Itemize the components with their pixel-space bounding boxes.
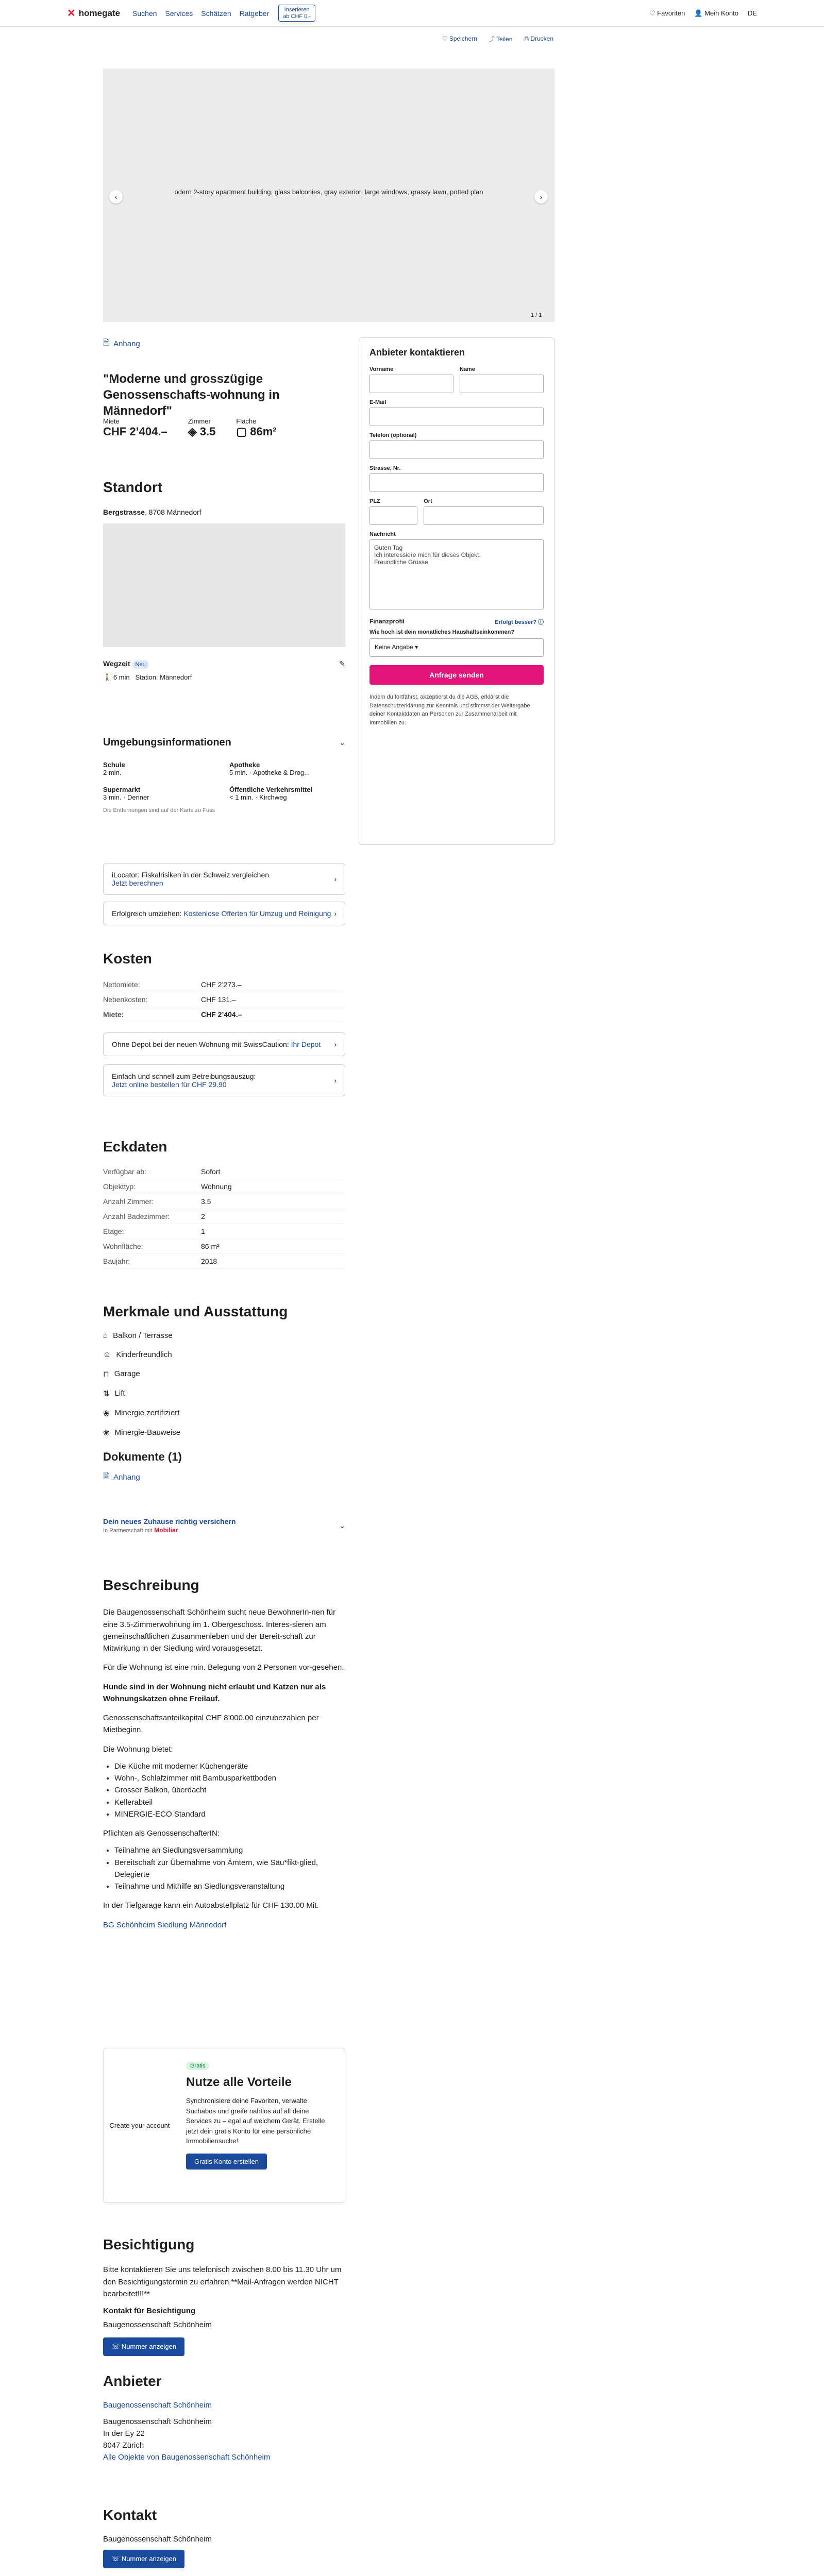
- detail-row: [103, 1239, 345, 1254]
- rent-value: CHF 2’404.–: [103, 425, 167, 438]
- rooms-value: 3.5: [199, 425, 216, 438]
- detail-row: [103, 1194, 345, 1209]
- costs-section: Kosten Nettomiete: CHF 2’273.– Nebenkosten: CHF 131.– Miete: CHF 2’404.– Ohne Depot bei der neuen Wohnung mit SwissCaution: Ihr Depot › Einfach und schnell zum Betreibungsauszug: Jetzt online bestellen für CHF 29.90 ›: [103, 951, 345, 1096]
- walk-icon: 🚶: [103, 673, 113, 681]
- minergie-icon: ❀: [103, 1429, 110, 1437]
- city-input[interactable]: [424, 506, 544, 525]
- phone-icon: ☏: [111, 2554, 122, 2563]
- income-select[interactable]: Keine Angabe ▾: [369, 638, 544, 657]
- homegate-logo-icon: ✕: [67, 8, 76, 19]
- finance-link[interactable]: Erfolgt besser? ⓘ: [495, 619, 544, 625]
- gratis-badge: Gratis: [186, 2062, 209, 2070]
- detail-label: Etage:: [103, 1227, 124, 1235]
- promo-ilocator[interactable]: iLocator: Fiskalrisiken in der Schweiz vergleichen Jetzt berechnen ›: [103, 863, 345, 895]
- gallery-next-button[interactable]: [534, 190, 548, 204]
- list-item: • Bereitschaft zur Übernahme von Ämtern, wie Säu*fikt-glied, Delegierte: [114, 1857, 345, 1881]
- save-button[interactable]: ♡ Speichern: [442, 35, 477, 42]
- nav-schaetzen[interactable]: Schätzen: [201, 9, 231, 18]
- contact-number-button[interactable]: ☏ Nummer anzeigen: [103, 2550, 184, 2568]
- detail-row: [103, 1179, 345, 1194]
- firstname-input[interactable]: [369, 375, 453, 393]
- provider-link[interactable]: Baugenossenschaft Schönheim: [103, 2401, 212, 2410]
- detail-value: 2: [201, 1212, 205, 1221]
- detail-value: 86 m²: [201, 1242, 220, 1250]
- nav-services[interactable]: Services: [165, 9, 193, 18]
- detail-label: Anzahl Badezimmer:: [103, 1212, 170, 1221]
- features-section: Merkmale und Ausstattung ⌂ Balkon / Terrasse ☺ Kinderfreundlich ⊓ Garage ⇅ Lift ❀ Minergie zertifiziert ❀ Minergie-Bauweise: [103, 1303, 288, 1437]
- key-facts: Miete CHF 2’404.– Zimmer ◈ 3.5 Fläche ▢ 86m²: [103, 417, 277, 438]
- benefits-card: Create your account Gratis Nutze alle Vorteile Synchronisiere deine Favoriten, verwalte Suchabos und greife nahtlos auf all deine Services zu – egal auf welchem Gerät. Erstelle jetzt dein gratis Konto für eine persönliche Immobiliensuche! Gratis Konto erstellen: [103, 2048, 345, 2202]
- list-item: • Grosser Balkon, überdacht: [114, 1784, 345, 1796]
- nav-ratgeber[interactable]: Ratgeber: [239, 9, 270, 18]
- detail-value: 3.5: [201, 1197, 211, 1206]
- attachment-link[interactable]: 🗎 Anhang: [103, 337, 345, 350]
- new-badge: Neu: [132, 660, 149, 669]
- heart-icon: ♡: [442, 35, 449, 42]
- lift-icon: ⇅: [103, 1389, 110, 1398]
- gallery-caption: odern 2-story apartment building, glass balconies, gray exterior, large windows, grassy lawn, potted plan: [174, 188, 483, 196]
- contact-form: Anbieter kontaktieren Vorname Name E-Mail Telefon (optional) Strasse, Nr. PLZ Ort Nachricht Guten Tag Ich interessiere mich für dieses Objekt. Freundliche Grüsse Finanzprofil Erfolgt besser? ⓘ Wie hoch ist dein monatliches Haushaltseinkommen? Keine Angabe ▾ Anfrage senden Indem du fortfährst, akzeptierst du die AGB, erklärst die Datenschutzerklärung zur Kenntnis und stimmst der Weitergabe deiner Kontaktdaten an Personen zur Zusammenarbeit mit Immobilien zu.: [359, 337, 554, 845]
- environment-section: Umgebungsinformationen ⌄ Schule 2 min. Apotheke 5 min. · Apotheke & Drog... Supermarkt 3 min. · Denner Öffentliche Verkehrsmittel < 1 min. · Kirchweg Die Entfernungen sind auf der Karte zu Fuss: [103, 737, 345, 814]
- list-item: • Kellerabteil: [114, 1797, 345, 1808]
- chevron-right-icon: ›: [334, 875, 337, 883]
- language-select[interactable]: DE: [747, 9, 757, 17]
- detail-label: Objekttyp:: [103, 1182, 136, 1191]
- privacy-disclaimer: Indem du fortfährst, akzeptierst du die AGB, erklärst die Datenschutzerklärung zur Kenntnis und stimmst der Weitergabe deiner Kontaktdaten an Personen zur Zusammenarbeit mit Immobilien zu.: [369, 694, 530, 726]
- street-input[interactable]: [369, 473, 544, 492]
- phone-icon: ☏: [111, 2342, 122, 2350]
- listing-actions: [0, 27, 824, 50]
- insert-button[interactable]: Inserieren ab CHF 0.-: [278, 5, 315, 21]
- chevron-right-icon: ›: [540, 193, 543, 201]
- list-item: • MINERGIE-ECO Standard: [114, 1808, 345, 1820]
- detail-label: Wohnfläche:: [103, 1242, 143, 1250]
- promo-moving[interactable]: Erfolgreich umziehen: Kostenlose Offerten für Umzug und Reinigung ›: [103, 902, 345, 925]
- share-button[interactable]: ⤴ Teilen: [488, 35, 513, 43]
- chevron-down-icon: ⌄: [339, 1521, 345, 1530]
- logo[interactable]: ✕ homegate: [67, 8, 121, 19]
- document-icon: 🗎: [103, 338, 110, 347]
- area-value: 86m²: [250, 425, 277, 438]
- nav-suchen[interactable]: Suchen: [132, 9, 157, 18]
- form-title: Anbieter kontaktieren: [369, 347, 465, 358]
- detail-value: Wohnung: [201, 1182, 232, 1191]
- detail-value: Sofort: [201, 1167, 221, 1176]
- zip-input[interactable]: [369, 506, 417, 525]
- email-input[interactable]: [369, 408, 544, 426]
- promo-swisscaution[interactable]: Ohne Depot bei der neuen Wohnung mit SwissCaution: Ihr Depot ›: [103, 1032, 345, 1056]
- detail-row: [103, 1224, 345, 1239]
- detail-label: Anzahl Zimmer:: [103, 1197, 154, 1206]
- print-button[interactable]: ⎙ Drucken: [524, 35, 553, 42]
- chevron-right-icon: ›: [334, 909, 337, 918]
- detail-row: [103, 1209, 345, 1224]
- heart-icon: ♡: [649, 9, 658, 17]
- lastname-input[interactable]: [460, 375, 544, 393]
- all-objects-link[interactable]: Alle Objekte von Baugenossenschaft Schönheim: [103, 2453, 271, 2462]
- provider-section: Anbieter Baugenossenschaft Schönheim Baugenossenschaft Schönheim In der Ey 22 8047 Zürich Alle Objekte von Baugenossenschaft Schönheim: [103, 2370, 345, 2464]
- send-request-button[interactable]: Anfrage senden: [369, 665, 544, 685]
- balcony-icon: ⌂: [103, 1331, 108, 1340]
- account-link[interactable]: 👤 Mein Konto: [694, 9, 738, 17]
- insurance-banner[interactable]: Dein neues Zuhause richtig versichern In Partnerschaft mit Mobiliar ⌄: [103, 1517, 345, 1534]
- phone-input[interactable]: [369, 440, 544, 459]
- chevron-left-icon: ‹: [114, 193, 117, 201]
- promo-betreibung[interactable]: Einfach und schnell zum Betreibungsauszug: Jetzt online bestellen für CHF 29.90 ›: [103, 1064, 345, 1096]
- settlement-link[interactable]: BG Schönheim Siedlung Männedorf: [103, 1920, 227, 1929]
- message-textarea[interactable]: Guten Tag Ich interessiere mich für dieses Objekt. Freundliche Grüsse: [369, 539, 544, 609]
- documents-section: Dokumente (1) 🗎 Anhang: [103, 1450, 345, 1484]
- contact-section: Kontakt Baugenossenschaft Schönheim ☏ Nummer anzeigen: [103, 2504, 345, 2576]
- details-section: Eckdaten Verfügbar ab: Sofort Objekttyp: Wohnung Anzahl Zimmer: 3.5 Anzahl Badezimmer: 2 Etage: 1 Wohnfläche: 86 m² Baujahr: 2018: [103, 1139, 345, 1269]
- description-section: Beschreibung Die Baugenossenschaft Schönheim sucht neue BewohnerIn-nen für eine 3.5-Zimmerwohnung im 1. Obergeschoss. Interes-sieren am gemeinschaftlichen Zusammenleben und der Bereit-schaft zur Mitwirkung in der Siedlung wird vorausgesetzt. Für die Wohnung ist eine min. Belegung von 2 Personen vor-gesehen. Hunde sind in der Wohnung nicht erlaubt und Katzen nur als Wohnungskatzen ohne Freilauf. Genossenschaftsanteilkapital CHF 8’000.00 einzubezahlen per Mietbeginn. Die Wohnung bietet: • Die Küche mit moderner Küchengeräte • Wohn-, Schlafzimmer mit Bambusparkettboden • Grosser Balkon, überdacht • Kellerabteil • MINERGIE-ECO Standard Pflichten als GenossenschafterIN: • Teilnahme an Siedlungsversammlung • Bereitschaft zur Übernahme von Ämtern, wie Säu*fikt-glied, Delegierte • Teilnahme und Mithilfe an Siedlungsveranstaltung In der Tiefgarage kann ein Autoabstellplatz für CHF 130.00 Mit. BG Schönheim Siedlung Männedorf: [103, 1574, 345, 1931]
- edit-icon[interactable]: ✎: [339, 659, 345, 668]
- detail-row: [103, 1164, 345, 1179]
- print-icon: ⎙: [524, 35, 531, 42]
- visit-section: Besichtigung Bitte kontaktieren Sie uns telefonisch zwischen 8.00 bis 11.30 Uhr um den Besichtigungstermin zu erfahren.**Mail-Anfragen werden NICHT bearbeitet!!!** Kontakt für Besichtigung Baugenossenschaft Schönheim ☏ Nummer anzeigen: [103, 2233, 345, 2356]
- show-number-button[interactable]: ☏ Nummer anzeigen: [103, 2337, 184, 2356]
- user-icon: 👤: [694, 9, 705, 17]
- detail-value: 1: [201, 1227, 205, 1235]
- document-icon: 🗎: [103, 1472, 110, 1481]
- header: [0, 0, 824, 27]
- list-item: • Wohn-, Schlafzimmer mit Bambusparkettboden: [114, 1772, 345, 1784]
- list-item: • Teilnahme an Siedlungsversammlung: [114, 1844, 345, 1856]
- child-icon: ☺: [103, 1350, 111, 1359]
- minergie-icon: ❀: [103, 1409, 110, 1418]
- location-section: Standort Bergstrasse, 8708 Männedorf Wegzeit Neu ✎ 🚶 6 min Station: Männedorf: [103, 479, 345, 681]
- main-nav: [132, 9, 269, 18]
- document-link[interactable]: 🗎 Anhang: [103, 1471, 345, 1484]
- share-icon: ⤴: [488, 35, 497, 43]
- chevron-down-icon[interactable]: ⌄: [339, 738, 345, 747]
- create-account-button[interactable]: Gratis Konto erstellen: [186, 2154, 267, 2170]
- map[interactable]: [103, 523, 345, 647]
- favorites-link[interactable]: ♡ Favoriten: [649, 9, 685, 17]
- list-item: • Die Küche mit moderner Küchengeräte: [114, 1760, 345, 1772]
- gallery-counter: 1 / 1: [531, 312, 542, 318]
- garage-icon: ⊓: [103, 1370, 109, 1379]
- listing-title: "Moderne und grosszügige Genossenschafts-wohnung in Männedorf": [103, 372, 280, 418]
- list-item: • Teilnahme und Mithilfe an Siedlungsveranstaltung: [114, 1880, 345, 1892]
- detail-label: Baujahr:: [103, 1257, 130, 1265]
- gallery-prev-button[interactable]: [109, 190, 123, 204]
- detail-label: Verfügbar ab:: [103, 1167, 147, 1176]
- detail-row: [103, 1254, 345, 1269]
- rooms-icon: ◈: [188, 425, 200, 438]
- area-icon: ▢: [236, 425, 250, 438]
- detail-value: 2018: [201, 1257, 217, 1265]
